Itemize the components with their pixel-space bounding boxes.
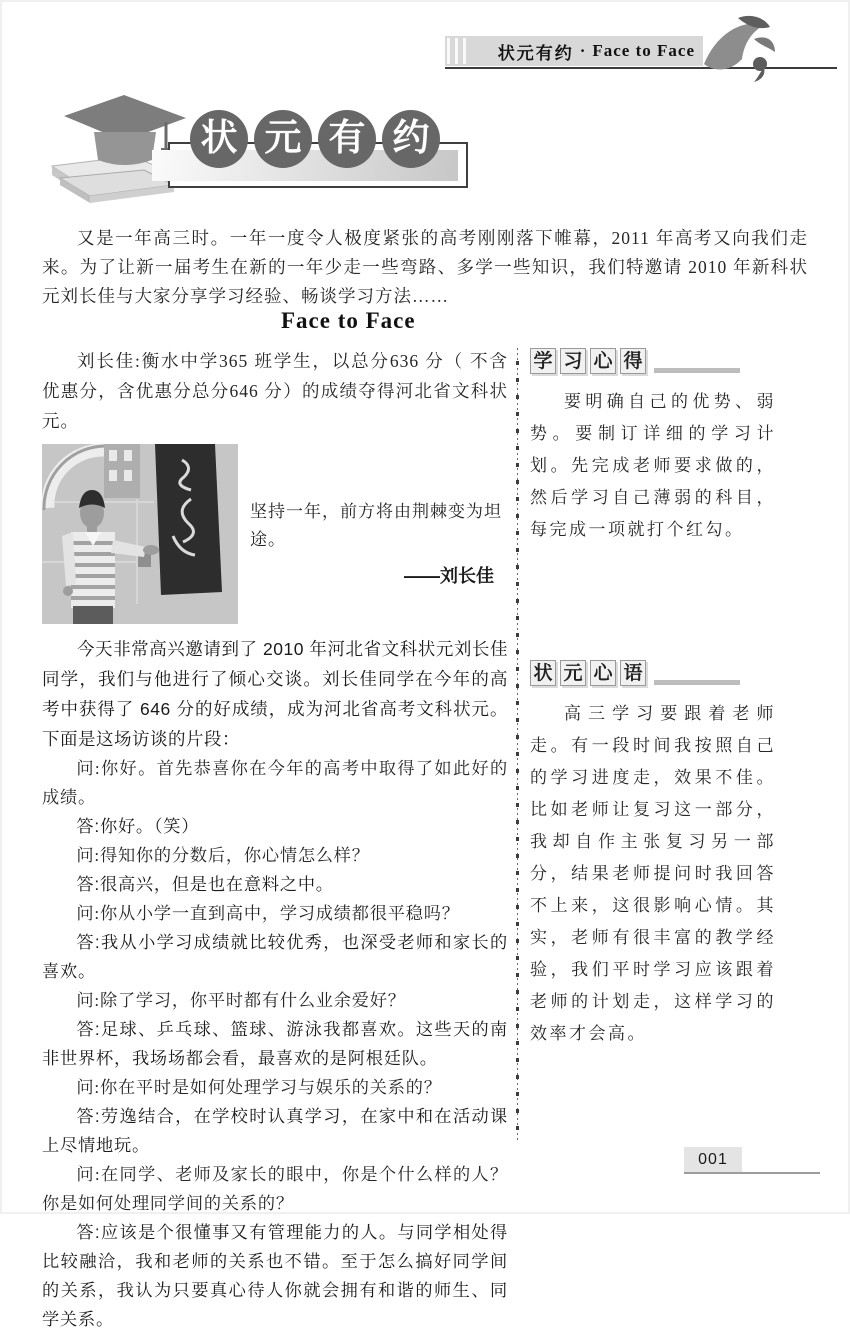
flower-ornament-icon <box>698 14 778 89</box>
sidebar-box-body: 高三学习要跟着老师走。有一段时间我按照自己的学习进度走，效果不佳。比如老师让复习这一部分，我却自作主张复习另一部分，结果老师提问时我回答不上来，这很影响心情。其实，老师有很丰富的教学经验，我们平时学习应该跟着老师的计划走，这样学习的效率才会高。 <box>530 704 776 1043</box>
sidebar <box>530 346 776 1050</box>
lead-paragraph: 今天非常高兴邀请到了 2010 年河北省文科状元刘长佳同学，我们与他进行了倾心交谈。刘长佳同学在今年的高考中获得了 646 分的好成绩，成为河北省高考文科状元。下面是这场访谈的片段： <box>42 639 508 749</box>
header-title-zh: 状元有约 <box>497 43 574 63</box>
title-char: 状 <box>530 660 556 686</box>
header-title-en: Face to Face <box>592 41 695 60</box>
sidebar-box-body: 要明确自己的优势、弱势。要制订详细的学习计划。先完成老师要求做的，然后学习自己薄弱的科目，每完成一项就打个红勾。 <box>530 392 776 539</box>
banner-char-circle: 有 <box>318 110 376 168</box>
qa-answer: 答:劳逸结合，在学校时认真学习，在家中和在活动课上尽情地玩。 <box>42 1106 508 1155</box>
qa-question: 问:除了学习，你平时都有什么业余爱好？ <box>76 991 406 1010</box>
qa-question: 问:你好。首先恭喜你在今年的高考中取得了如此好的成绩。 <box>42 759 508 807</box>
header-bar <box>445 36 703 66</box>
title-char: 心 <box>590 348 616 374</box>
qa-answer: 答:应该是个很懂事又有管理能力的人。与同学相处得比较融洽，我和老师的关系也不错。至于怎么搞好同学间的关系，我认为只要真心待人你就会拥有和谐的师生、同学关系。 <box>42 1222 508 1329</box>
qa-question: 问:你从小学一直到高中，学习成绩都很平稳吗？ <box>76 904 460 923</box>
main-column <box>42 346 508 1334</box>
photo-row <box>42 444 508 624</box>
sidebar-box-study-tips <box>530 346 776 546</box>
header-rule <box>445 67 837 69</box>
interview-qa <box>42 754 508 1334</box>
qa-question: 问:在同学、老师及家长的眼中，你是个什么样的人？你是如何处理同学间的关系的？ <box>42 1165 508 1213</box>
profile-paragraph: 刘长佳:衡水中学365 班学生，以总分636 分（ 不含优惠分，含优惠分总分646 分）的成绩夺得河北省文科状元。 <box>42 351 508 431</box>
sidebar-box-title <box>530 658 776 686</box>
intro-paragraph: 又是一年高三时。一年一度令人极度紧张的高考刚刚落下帷幕，2011 年高考又向我们走来。为了让新一届考生在新的一年少走一些弯路、多学一些知识，我们特邀请 2010 年新科状元刘长佳与大家分享学习经验、畅谈学习方法…… <box>42 228 808 306</box>
title-char: 心 <box>590 660 616 686</box>
footer-rule <box>684 1172 820 1174</box>
qa-answer: 答:足球、乒乓球、篮球、游泳我都喜欢。这些天的南非世界杯，我场场都会看，最喜欢的是阿根廷队。 <box>42 1019 508 1068</box>
title-char: 学 <box>530 348 556 374</box>
photo-quote: 坚持一年，前方将由荆棘变为坦途。 <box>250 502 502 549</box>
section-heading: Face to Face <box>281 308 416 333</box>
banner-title <box>190 110 440 168</box>
title-underline <box>654 368 740 373</box>
banner-char-circle: 约 <box>382 110 440 168</box>
banner-char-circle: 元 <box>254 110 312 168</box>
quote-block <box>250 444 508 624</box>
title-char: 得 <box>620 348 646 374</box>
title-char: 元 <box>560 660 586 686</box>
sidebar-box-title <box>530 346 776 374</box>
student-photo <box>42 444 238 624</box>
qa-answer: 答:你好。（笑） <box>76 816 200 836</box>
column-divider <box>516 348 519 1142</box>
sidebar-box-champion-words <box>530 658 776 1050</box>
qa-question: 问:你在平时是如何处理学习与娱乐的关系的？ <box>76 1078 442 1097</box>
photo-quote-attribution: ——刘长佳 <box>404 566 494 586</box>
title-char: 习 <box>560 348 586 374</box>
footer-page-number: 001 <box>684 1147 742 1172</box>
qa-answer: 答:我从小学习成绩就比较优秀，也深受老师和家长的喜欢。 <box>42 932 508 981</box>
title-char: 语 <box>620 660 646 686</box>
title-underline <box>654 680 740 685</box>
banner-char-circle: 状 <box>190 110 248 168</box>
qa-question: 问:得知你的分数后，你心情怎么样？ <box>76 846 370 865</box>
header-separator: · <box>579 41 587 60</box>
qa-answer: 答:很高兴，但是也在意料之中。 <box>76 874 334 894</box>
